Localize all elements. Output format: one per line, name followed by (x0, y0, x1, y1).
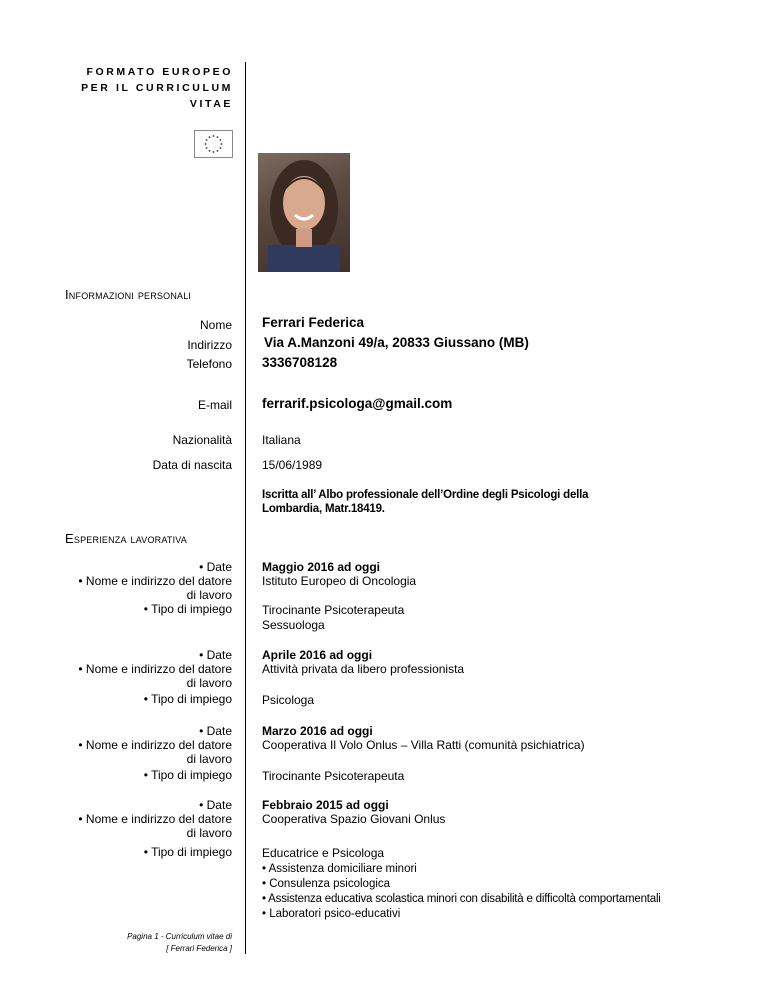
job4-date-label: • Date (199, 798, 232, 812)
job4-bullet-4: • Laboratori psico-educativi (262, 908, 401, 920)
job4-bullet-1: • Assistenza domiciliare minori (262, 863, 417, 875)
title-line-1: FORMATO EUROPEO (86, 66, 233, 78)
eu-flag-icon (194, 130, 233, 158)
profile-photo (258, 153, 350, 272)
job2-date: Aprile 2016 ad oggi (262, 648, 373, 662)
job4-employer-label: • Nome e indirizzo del datore (78, 812, 232, 826)
indirizzo-label: Indirizzo (187, 338, 232, 352)
email-label: E-mail (197, 398, 232, 412)
nascita-value: 15/06/1989 (262, 458, 323, 472)
job4-tipo: Educatrice e Psicologa (262, 846, 385, 860)
job3-tipo: Tirocinante Psicoterapeuta (262, 769, 405, 783)
job2-employer-label-2: di lavoro (186, 676, 232, 690)
section-title-work: Esperienza lavorativa (65, 531, 188, 546)
job3-tipo-label: • Tipo di impiego (143, 768, 232, 782)
job1-tipo-2: Sessuologa (262, 618, 325, 632)
indirizzo-value: Via A.Manzoni 49/a, 20833 Giussano (MB) (264, 335, 529, 350)
job4-employer: Cooperativa Spazio Giovani Onlus (262, 812, 446, 826)
job2-date-label: • Date (199, 648, 232, 662)
title-line-3: VITAE (189, 98, 233, 110)
job3-employer: Cooperativa Il Volo Onlus – Villa Ratti (comunità psichiatrica) (262, 738, 585, 752)
albo-line-2: Lombardia, Matr.18419. (262, 503, 385, 515)
nascita-label: Data di nascita (152, 458, 232, 472)
job2-tipo: Psicologa (262, 693, 315, 707)
title-line-2: PER IL CURRICULUM (81, 82, 233, 94)
job1-tipo: Tirocinante Psicoterapeuta (262, 603, 405, 617)
albo-line-1: Iscritta all’ Albo professionale dell’Ordine degli Psicologi della (262, 489, 589, 501)
job2-employer-label: • Nome e indirizzo del datore (78, 662, 232, 676)
job1-date: Maggio 2016 ad oggi (262, 560, 381, 574)
job1-tipo-label: • Tipo di impiego (143, 602, 232, 616)
nazionalita-value: Italiana (262, 433, 301, 447)
job4-bullet-2: • Consulenza psicologica (262, 878, 391, 890)
telefono-value: 3336708128 (262, 355, 338, 370)
job4-date: Febbraio 2015 ad oggi (262, 798, 389, 812)
job2-tipo-label: • Tipo di impiego (143, 692, 232, 706)
job2-employer: Attività privata da libero professionista (262, 662, 465, 676)
nazionalita-label: Nazionalità (172, 433, 232, 447)
vertical-divider (245, 62, 246, 954)
job1-employer-label-2: di lavoro (186, 588, 232, 602)
job3-employer-label: • Nome e indirizzo del datore (78, 738, 232, 752)
nome-label: Nome (199, 318, 232, 332)
job1-employer: Istituto Europeo di Oncologia (262, 574, 417, 588)
telefono-label: Telefono (186, 357, 232, 371)
job3-date-label: • Date (199, 724, 232, 738)
footer-line-2: [ Ferrari Federica ] (166, 944, 232, 953)
job1-date-label: • Date (199, 560, 232, 574)
job1-employer-label: • Nome e indirizzo del datore (78, 574, 232, 588)
job3-date: Marzo 2016 ad oggi (262, 724, 373, 738)
job4-employer-label-2: di lavoro (186, 826, 232, 840)
footer-line-1: Pagina 1 - Curriculum vitae di (127, 932, 232, 941)
job3-employer-label-2: di lavoro (186, 752, 232, 766)
section-title-personal: Informazioni personali (65, 287, 192, 302)
nome-value: Ferrari Federica (262, 315, 365, 330)
job4-tipo-label: • Tipo di impiego (143, 845, 232, 859)
email-value[interactable]: ferrarif.psicologa@gmail.com (262, 396, 453, 411)
job4-bullet-3: • Assistenza educativa scolastica minori con disabilità e difficoltà comportamentali (262, 893, 661, 905)
